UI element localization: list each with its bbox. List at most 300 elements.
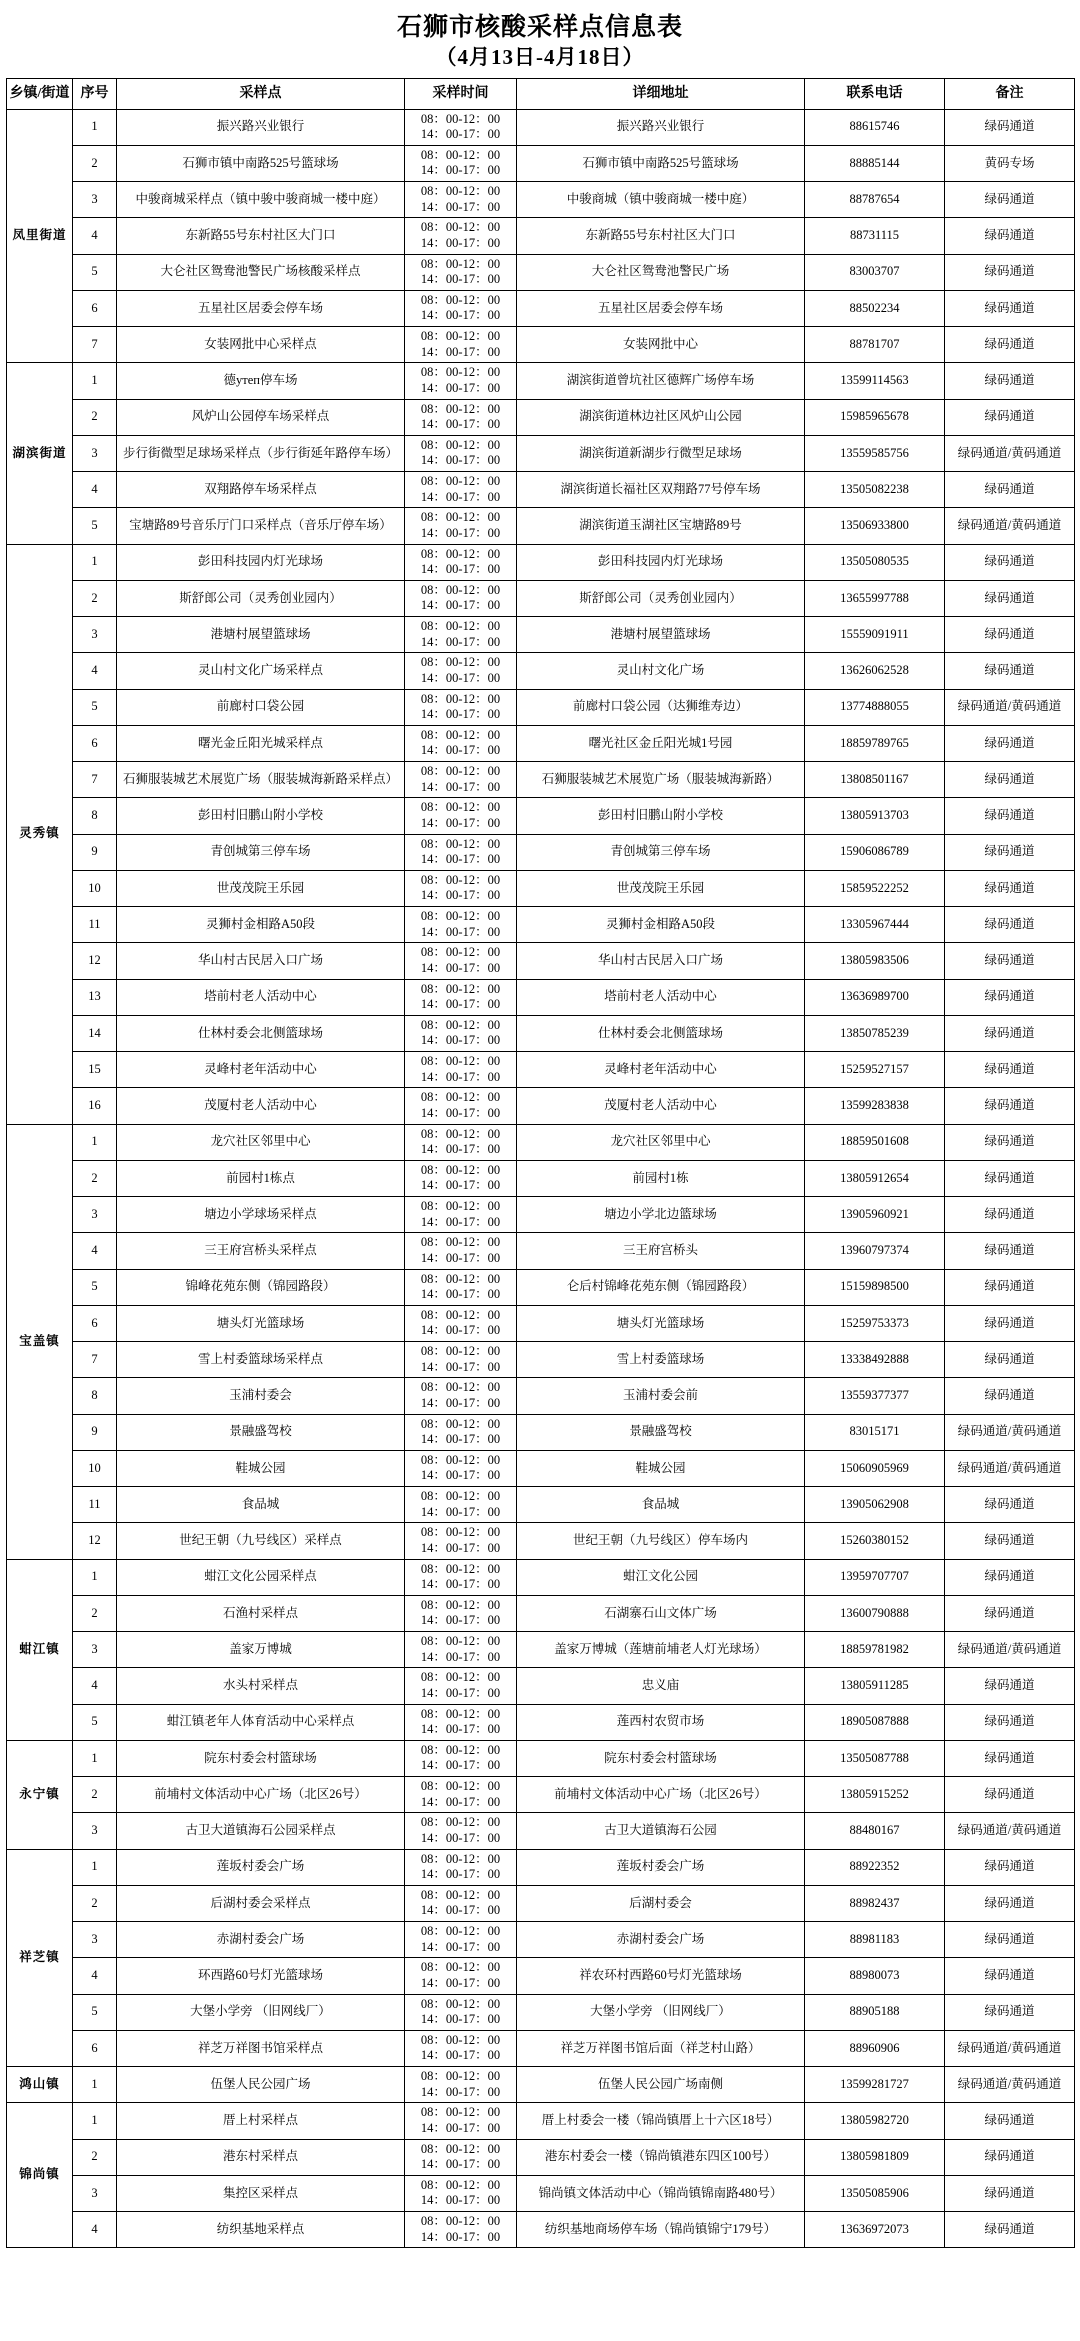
site-address: 斯舒郎公司（灵秀创业园内）: [517, 580, 805, 616]
remark: 绿码通道: [945, 870, 1075, 906]
table-row: [7, 1414, 1075, 1450]
row-index: 2: [73, 145, 117, 181]
time-slot: 14：00-17：00: [420, 1794, 501, 1809]
contact-phone: 83015171: [805, 1414, 945, 1450]
contact-phone: 13505080535: [805, 544, 945, 580]
table-row: [7, 182, 1075, 218]
time-slot: 08：00-12：00: [420, 1017, 501, 1032]
sampling-time: [405, 290, 517, 326]
time-slot: 08：00-12：00: [420, 401, 501, 416]
contact-phone: 13599114563: [805, 363, 945, 399]
remark: 绿码通道: [945, 617, 1075, 653]
table-row: [7, 1342, 1075, 1378]
row-index: 2: [73, 1160, 117, 1196]
contact-phone: 18859781982: [805, 1632, 945, 1668]
time-slot: 14：00-17：00: [420, 1069, 501, 1084]
sampling-time: [405, 725, 517, 761]
site-address: 前园村1栋: [517, 1160, 805, 1196]
time-slot: 14：00-17：00: [420, 2193, 501, 2208]
remark: 绿码通道: [945, 580, 1075, 616]
remark: 黄码专场: [945, 145, 1075, 181]
remark: 绿码通道: [945, 762, 1075, 798]
contact-phone: 88980073: [805, 1958, 945, 1994]
table-row: [7, 363, 1075, 399]
sampling-time: [405, 1487, 517, 1523]
time-slot: 08：00-12：00: [420, 437, 501, 452]
contact-phone: 13599281727: [805, 2067, 945, 2103]
col-header-address: 详细地址: [517, 78, 805, 109]
table-row: [7, 2103, 1075, 2139]
sampling-time: [405, 1160, 517, 1196]
contact-phone: 88731115: [805, 218, 945, 254]
site-name: 石渔村采样点: [117, 1595, 405, 1631]
site-address: 盖家万博城（莲塘前埔老人灯光球场）: [517, 1632, 805, 1668]
table-row: [7, 1487, 1075, 1523]
site-name: 振兴路兴业银行: [117, 109, 405, 145]
site-name: 斯舒郎公司（灵秀创业园内）: [117, 580, 405, 616]
site-name: 灵山村文化广场采样点: [117, 653, 405, 689]
site-address: 院东村委会村篮球场: [517, 1740, 805, 1776]
site-name: 东新路55号东村社区大门口: [117, 218, 405, 254]
row-index: 2: [73, 1885, 117, 1921]
site-name: 港东村采样点: [117, 2139, 405, 2175]
region-cell: 锦尚镇: [7, 2103, 73, 2248]
time-slot: 14：00-17：00: [420, 2157, 501, 2172]
table-row: [7, 689, 1075, 725]
remark: 绿码通道: [945, 834, 1075, 870]
contact-phone: 13626062528: [805, 653, 945, 689]
sampling-time: [405, 363, 517, 399]
contact-phone: 88885144: [805, 145, 945, 181]
row-index: 4: [73, 2212, 117, 2248]
site-address: 祥农环村西路60号灯光篮球场: [517, 1958, 805, 1994]
site-address: 莲西村农贸市场: [517, 1704, 805, 1740]
contact-phone: 13600790888: [805, 1595, 945, 1631]
remark: 绿码通道: [945, 1487, 1075, 1523]
site-address: 三王府宫桥头: [517, 1233, 805, 1269]
contact-phone: 88981183: [805, 1922, 945, 1958]
remark: 绿码通道: [945, 363, 1075, 399]
sampling-time: [405, 2067, 517, 2103]
site-name: 曙光金丘阳光城采样点: [117, 725, 405, 761]
remark: 绿码通道: [945, 472, 1075, 508]
remark: 绿码通道: [945, 1124, 1075, 1160]
time-slot: 14：00-17：00: [420, 417, 501, 432]
time-slot: 08：00-12：00: [420, 1126, 501, 1141]
site-address: 彭田科技园内灯光球场: [517, 544, 805, 580]
time-slot: 14：00-17：00: [420, 127, 501, 142]
site-address: 莲坂村委会广场: [517, 1849, 805, 1885]
table-row: [7, 290, 1075, 326]
sampling-sites-table: [6, 78, 1075, 2249]
site-address: 石狮市镇中南路525号篮球场: [517, 145, 805, 181]
row-index: 1: [73, 2067, 117, 2103]
time-slot: 14：00-17：00: [420, 1323, 501, 1338]
site-address: 厝上村委会一楼（锦尚镇厝上十六区18号）: [517, 2103, 805, 2139]
time-slot: 14：00-17：00: [420, 453, 501, 468]
remark: 绿码通道: [945, 1378, 1075, 1414]
time-slot: 08：00-12：00: [420, 619, 501, 634]
site-address: 石狮服装城艺术展览广场（服装城海新路）: [517, 762, 805, 798]
time-slot: 08：00-12：00: [420, 1452, 501, 1467]
remark: 绿码通道: [945, 1559, 1075, 1595]
site-name: 前园村1栋点: [117, 1160, 405, 1196]
time-slot: 14：00-17：00: [420, 815, 501, 830]
row-index: 3: [73, 2175, 117, 2211]
table-body: [7, 109, 1075, 2248]
site-name: 后湖村委会采样点: [117, 1885, 405, 1921]
remark: 绿码通道: [945, 1015, 1075, 1051]
table-row: [7, 1015, 1075, 1051]
site-address: 彭田村旧鹏山附小学校: [517, 798, 805, 834]
site-name: 灵狮村金相路A50段: [117, 907, 405, 943]
time-slot: 08：00-12：00: [420, 1090, 501, 1105]
site-name: 院东村委会村篮球场: [117, 1740, 405, 1776]
contact-phone: 13338492888: [805, 1342, 945, 1378]
table-row: [7, 1088, 1075, 1124]
table-row: [7, 1160, 1075, 1196]
row-index: 1: [73, 1849, 117, 1885]
row-index: 2: [73, 1777, 117, 1813]
time-slot: 14：00-17：00: [420, 2012, 501, 2027]
table-row: [7, 399, 1075, 435]
time-slot: 14：00-17：00: [420, 1287, 501, 1302]
contact-phone: 15159898500: [805, 1269, 945, 1305]
row-index: 3: [73, 1813, 117, 1849]
sampling-time: [405, 1197, 517, 1233]
contact-phone: 88480167: [805, 1813, 945, 1849]
row-index: 10: [73, 870, 117, 906]
region-cell: 蚶江镇: [7, 1559, 73, 1740]
contact-phone: 13805911285: [805, 1668, 945, 1704]
col-header-phone: 联系电话: [805, 78, 945, 109]
time-slot: 14：00-17：00: [420, 1250, 501, 1265]
time-slot: 14：00-17：00: [420, 1178, 501, 1193]
contact-phone: 13805913703: [805, 798, 945, 834]
remark: 绿码通道: [945, 1305, 1075, 1341]
sampling-time: [405, 1342, 517, 1378]
site-name: 步行街微型足球场采样点（步行街延年路停车场）: [117, 435, 405, 471]
site-name: 玉浦村委会: [117, 1378, 405, 1414]
time-slot: 14：00-17：00: [420, 888, 501, 903]
sampling-time: [405, 1233, 517, 1269]
table-row: [7, 1740, 1075, 1776]
table-row: [7, 1197, 1075, 1233]
remark: 绿码通道: [945, 1052, 1075, 1088]
site-address: 纺织基地商场停车场（锦尚镇锦宁179号）: [517, 2212, 805, 2248]
site-address: 华山村古民居入口广场: [517, 943, 805, 979]
sampling-time: [405, 1559, 517, 1595]
time-slot: 14：00-17：00: [420, 489, 501, 504]
site-name: 蚶江镇老年人体育活动中心采样点: [117, 1704, 405, 1740]
remark: 绿码通道/黄码通道: [945, 1414, 1075, 1450]
time-slot: 08：00-12：00: [420, 1162, 501, 1177]
sampling-time: [405, 798, 517, 834]
remark: 绿码通道: [945, 725, 1075, 761]
time-slot: 08：00-12：00: [420, 2177, 501, 2192]
time-slot: 14：00-17：00: [420, 1613, 501, 1628]
contact-phone: 13805981809: [805, 2139, 945, 2175]
table-row: [7, 1994, 1075, 2030]
row-index: 2: [73, 1595, 117, 1631]
sampling-time: [405, 1922, 517, 1958]
row-index: 5: [73, 1994, 117, 2030]
sampling-time: [405, 762, 517, 798]
time-slot: 08：00-12：00: [420, 1670, 501, 1685]
site-name: 古卫大道镇海石公园采样点: [117, 1813, 405, 1849]
remark: 绿码通道: [945, 1740, 1075, 1776]
time-slot: 14：00-17：00: [420, 1975, 501, 1990]
site-address: 古卫大道镇海石公园: [517, 1813, 805, 1849]
sampling-time: [405, 580, 517, 616]
site-address: 世茂茂院王乐园: [517, 870, 805, 906]
site-address: 鞋城公园: [517, 1450, 805, 1486]
time-slot: 14：00-17：00: [420, 707, 501, 722]
site-name: 水头村采样点: [117, 1668, 405, 1704]
remark: 绿码通道: [945, 2139, 1075, 2175]
table-row: [7, 653, 1075, 689]
site-address: 雪上村委篮球场: [517, 1342, 805, 1378]
table-row: [7, 870, 1075, 906]
sampling-time: [405, 145, 517, 181]
time-slot: 08：00-12：00: [420, 582, 501, 597]
time-slot: 08：00-12：00: [420, 1525, 501, 1540]
site-name: 纺织基地采样点: [117, 2212, 405, 2248]
table-row: [7, 218, 1075, 254]
table-row: [7, 2212, 1075, 2248]
sampling-time: [405, 1595, 517, 1631]
contact-phone: 13559585756: [805, 435, 945, 471]
row-index: 11: [73, 907, 117, 943]
row-index: 9: [73, 1414, 117, 1450]
contact-phone: 13805912654: [805, 1160, 945, 1196]
time-slot: 08：00-12：00: [420, 1307, 501, 1322]
sampling-time: [405, 2103, 517, 2139]
sampling-time: [405, 1269, 517, 1305]
table-row: [7, 1450, 1075, 1486]
site-address: 塘边小学北边篮球场: [517, 1197, 805, 1233]
sampling-time: [405, 1015, 517, 1051]
time-slot: 14：00-17：00: [420, 1685, 501, 1700]
remark: 绿码通道: [945, 1160, 1075, 1196]
time-slot: 08：00-12：00: [420, 365, 501, 380]
region-cell: 宝盖镇: [7, 1124, 73, 1559]
remark: 绿码通道: [945, 1523, 1075, 1559]
time-slot: 14：00-17：00: [420, 743, 501, 758]
time-slot: 14：00-17：00: [420, 1033, 501, 1048]
site-name: 前廊村口袋公园: [117, 689, 405, 725]
time-slot: 08：00-12：00: [420, 981, 501, 996]
contact-phone: 88982437: [805, 1885, 945, 1921]
remark: 绿码通道: [945, 1849, 1075, 1885]
table-row: [7, 762, 1075, 798]
table-row: [7, 145, 1075, 181]
site-address: 大堡小学旁 （旧网线厂）: [517, 1994, 805, 2030]
site-name: 锦峰花苑东侧（锦园路段）: [117, 1269, 405, 1305]
contact-phone: 13559377377: [805, 1378, 945, 1414]
sampling-time: [405, 689, 517, 725]
remark: 绿码通道: [945, 943, 1075, 979]
site-name: 莲坂村委会广场: [117, 1849, 405, 1885]
site-address: 仕林村委会北侧篮球场: [517, 1015, 805, 1051]
time-slot: 08：00-12：00: [420, 1199, 501, 1214]
site-address: 玉浦村委会前: [517, 1378, 805, 1414]
row-index: 4: [73, 472, 117, 508]
row-index: 3: [73, 182, 117, 218]
time-slot: 14：00-17：00: [420, 1468, 501, 1483]
row-index: 4: [73, 1958, 117, 1994]
site-name: 雪上村委篮球场采样点: [117, 1342, 405, 1378]
remark: 绿码通道: [945, 218, 1075, 254]
time-slot: 14：00-17：00: [420, 670, 501, 685]
time-slot: 08：00-12：00: [420, 1706, 501, 1721]
table-row: [7, 907, 1075, 943]
time-slot: 08：00-12：00: [420, 474, 501, 489]
site-name: 龙穴社区邻里中心: [117, 1124, 405, 1160]
time-slot: 14：00-17：00: [420, 562, 501, 577]
time-slot: 14：00-17：00: [420, 163, 501, 178]
table-row: [7, 1052, 1075, 1088]
time-slot: 14：00-17：00: [420, 598, 501, 613]
region-cell: 灵秀镇: [7, 544, 73, 1124]
table-row: [7, 254, 1075, 290]
col-header-time: 采样时间: [405, 78, 517, 109]
table-row: [7, 109, 1075, 145]
time-slot: 14：00-17：00: [420, 1722, 501, 1737]
sampling-time: [405, 1414, 517, 1450]
site-address: 港塘村展望篮球场: [517, 617, 805, 653]
site-name: 女装网批中心采样点: [117, 327, 405, 363]
time-slot: 08：00-12：00: [420, 2214, 501, 2229]
site-address: 前埔村文体活动中心广场（北区26号）: [517, 1777, 805, 1813]
table-row: [7, 943, 1075, 979]
contact-phone: 88787654: [805, 182, 945, 218]
site-name: 风炉山公园停车场采样点: [117, 399, 405, 435]
time-slot: 14：00-17：00: [420, 997, 501, 1012]
region-cell: 永宁镇: [7, 1740, 73, 1849]
sampling-time: [405, 1958, 517, 1994]
time-slot: 08：00-12：00: [420, 1380, 501, 1395]
sampling-time: [405, 1450, 517, 1486]
table-row: [7, 979, 1075, 1015]
site-name: 塔前村老人活动中心: [117, 979, 405, 1015]
site-address: 东新路55号东村社区大门口: [517, 218, 805, 254]
site-address: 蚶江文化公园: [517, 1559, 805, 1595]
row-index: 3: [73, 617, 117, 653]
table-row: [7, 1668, 1075, 1704]
table-row: [7, 1704, 1075, 1740]
sampling-time: [405, 399, 517, 435]
site-name: 茂厦村老人活动中心: [117, 1088, 405, 1124]
table-row: [7, 1124, 1075, 1160]
remark: 绿码通道/黄码通道: [945, 2067, 1075, 2103]
site-address: 湖滨街道长福社区双翔路77号停车场: [517, 472, 805, 508]
remark: 绿码通道: [945, 2212, 1075, 2248]
row-index: 6: [73, 2030, 117, 2066]
sampling-time: [405, 327, 517, 363]
time-slot: 08：00-12：00: [420, 292, 501, 307]
row-index: 5: [73, 254, 117, 290]
contact-phone: 15985965678: [805, 399, 945, 435]
time-slot: 14：00-17：00: [420, 852, 501, 867]
site-name: 厝上村采样点: [117, 2103, 405, 2139]
site-address: 中骏商城（镇中骏商城一楼中庭）: [517, 182, 805, 218]
remark: 绿码通道: [945, 653, 1075, 689]
time-slot: 14：00-17：00: [420, 1142, 501, 1157]
remark: 绿码通道: [945, 1595, 1075, 1631]
table-row: [7, 1378, 1075, 1414]
time-slot: 08：00-12：00: [420, 2032, 501, 2047]
site-address: 青创城第三停车场: [517, 834, 805, 870]
time-slot: 08：00-12：00: [420, 727, 501, 742]
contact-phone: 18859501608: [805, 1124, 945, 1160]
sampling-time: [405, 1632, 517, 1668]
sampling-time: [405, 254, 517, 290]
sampling-time: [405, 1704, 517, 1740]
region-cell: 祥芝镇: [7, 1849, 73, 2067]
time-slot: 08：00-12：00: [420, 220, 501, 235]
sampling-time: [405, 1994, 517, 2030]
row-index: 4: [73, 1668, 117, 1704]
row-index: 4: [73, 218, 117, 254]
contact-phone: 15906086789: [805, 834, 945, 870]
time-slot: 14：00-17：00: [420, 1432, 501, 1447]
remark: 绿码通道: [945, 1342, 1075, 1378]
contact-phone: 13506933800: [805, 508, 945, 544]
time-slot: 08：00-12：00: [420, 111, 501, 126]
contact-phone: 13808501167: [805, 762, 945, 798]
sampling-time: [405, 1088, 517, 1124]
site-name: 石狮市镇中南路525号篮球场: [117, 145, 405, 181]
sampling-time: [405, 1378, 517, 1414]
table-row: [7, 2030, 1075, 2066]
contact-phone: 13905062908: [805, 1487, 945, 1523]
contact-phone: 18859789765: [805, 725, 945, 761]
row-index: 5: [73, 689, 117, 725]
site-name: 世茂茂院王乐园: [117, 870, 405, 906]
site-address: 大仑社区鸳鸯池警民广场: [517, 254, 805, 290]
row-index: 3: [73, 435, 117, 471]
table-row: [7, 2139, 1075, 2175]
time-slot: 08：00-12：00: [420, 909, 501, 924]
site-name: 青创城第三停车场: [117, 834, 405, 870]
site-address: 祥芝万祥图书馆后面（祥芝村山路）: [517, 2030, 805, 2066]
sampling-time: [405, 472, 517, 508]
row-index: 7: [73, 327, 117, 363]
site-name: 环西路60号灯光篮球场: [117, 1958, 405, 1994]
site-name: 祥芝万祥图书馆采样点: [117, 2030, 405, 2066]
time-slot: 14：00-17：00: [420, 2084, 501, 2099]
sampling-time: [405, 2139, 517, 2175]
site-address: 龙穴社区邻里中心: [517, 1124, 805, 1160]
table-row: [7, 1632, 1075, 1668]
sampling-time: [405, 1777, 517, 1813]
row-index: 8: [73, 1378, 117, 1414]
remark: 绿码通道: [945, 544, 1075, 580]
time-slot: 14：00-17：00: [420, 1105, 501, 1120]
table-row: [7, 327, 1075, 363]
time-slot: 08：00-12：00: [420, 256, 501, 271]
contact-phone: 88922352: [805, 1849, 945, 1885]
row-index: 4: [73, 1233, 117, 1269]
contact-phone: 13905960921: [805, 1197, 945, 1233]
site-name: 中骏商城采样点（镇中骏中骏商城一楼中庭）: [117, 182, 405, 218]
table-row: [7, 725, 1075, 761]
row-index: 10: [73, 1450, 117, 1486]
remark: 绿码通道: [945, 1233, 1075, 1269]
time-slot: 08：00-12：00: [420, 546, 501, 561]
site-name: 五星社区居委会停车场: [117, 290, 405, 326]
